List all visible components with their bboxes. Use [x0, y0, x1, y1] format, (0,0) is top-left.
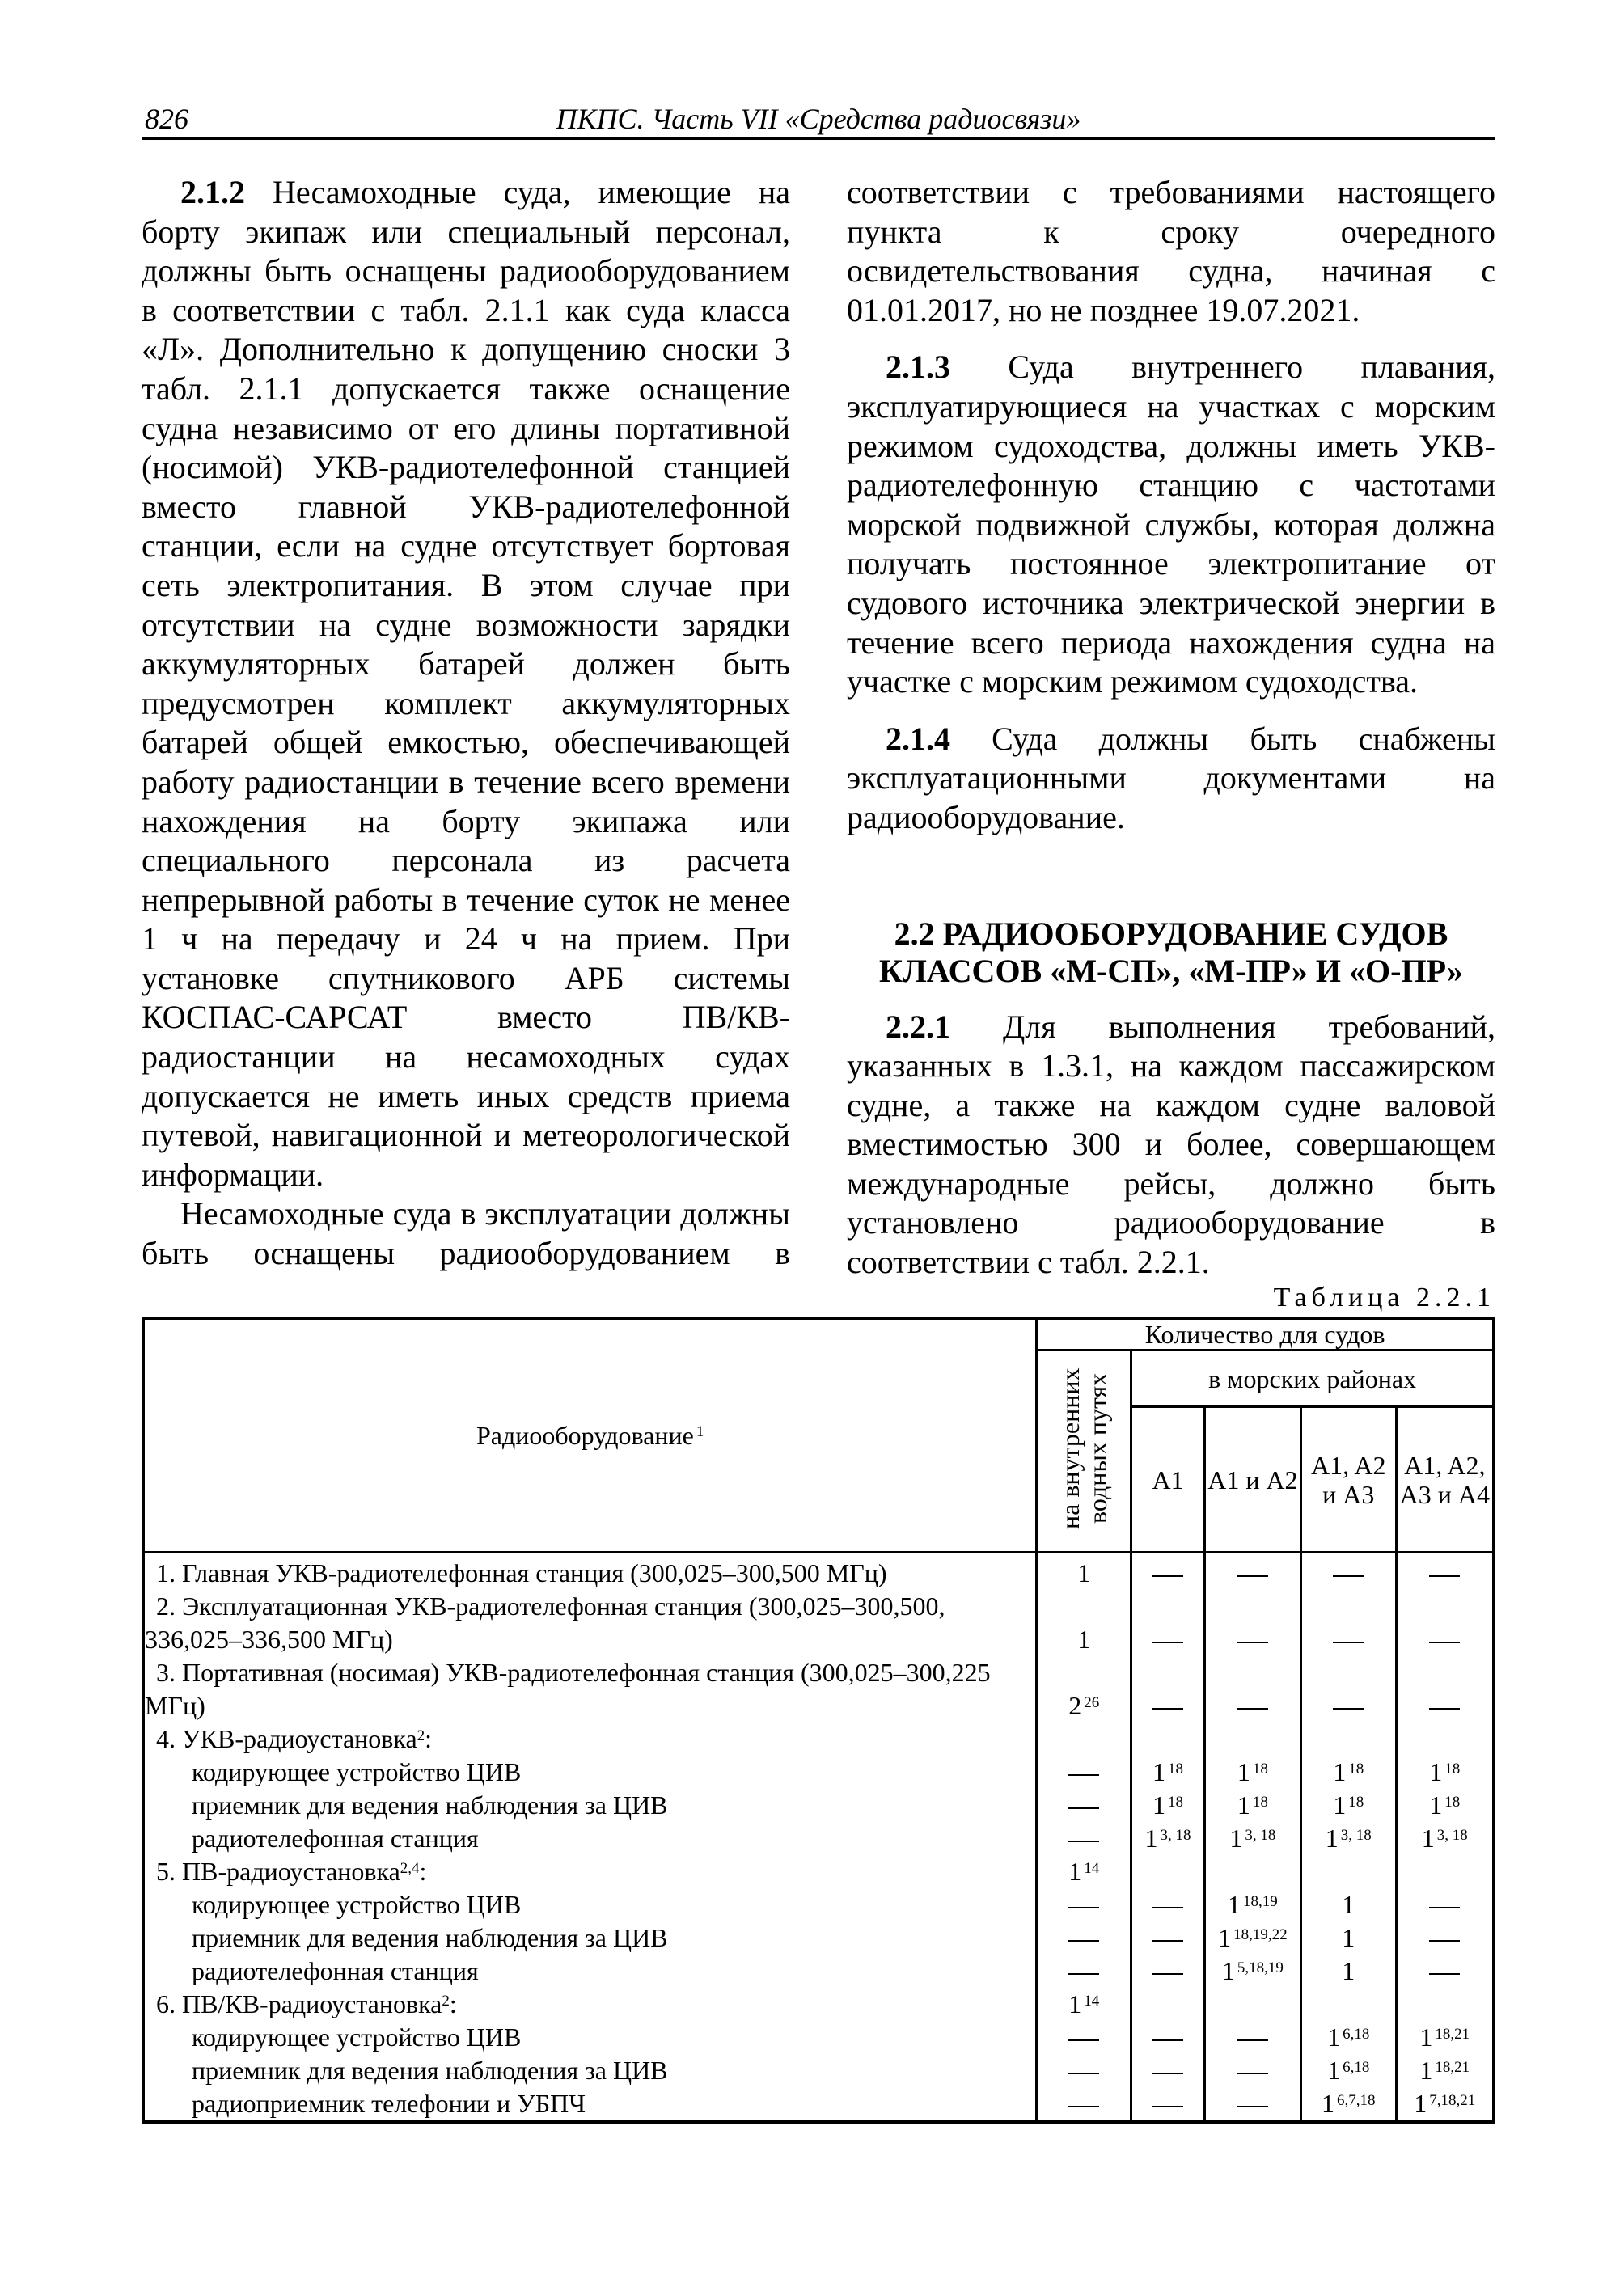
quantity-cell: [1396, 1955, 1494, 1988]
quantity-cell: [1300, 2021, 1396, 2054]
quantity-cell: [1131, 1722, 1205, 1756]
footnote-ref: 7,18,21: [1429, 2092, 1476, 2109]
dash-mark: [1429, 1973, 1460, 1975]
quantity-value: 1: [1419, 2023, 1433, 2052]
dash-mark: [1068, 1907, 1099, 1908]
footnote-ref: 6,18: [1343, 2026, 1370, 2043]
quantity-cell: [1131, 1955, 1205, 1988]
table-row: [143, 1656, 1494, 1722]
quantity-cell: [1396, 1921, 1494, 1955]
quantity-value: 1: [1229, 1824, 1243, 1853]
quantity-value: 1: [1228, 1890, 1241, 1919]
quantity-cell: [1037, 1553, 1131, 1591]
dash-mark: [1237, 1575, 1268, 1577]
label-suffix: :: [449, 1989, 457, 2018]
radio-equipment-table: [142, 1317, 1495, 2124]
equipment-label: 6. ПВ/КВ-радиоустановка: [156, 1989, 442, 2018]
equipment-name: [143, 1988, 1037, 2021]
quantity-value: 1: [1342, 1956, 1355, 1985]
footnote-ref: 18: [1444, 1761, 1461, 1777]
quantity-cell: [1396, 1553, 1494, 1591]
equipment-label: радиотелефонная станция: [192, 1956, 479, 1985]
body-text: [142, 173, 1495, 1289]
quantity-cell: [1204, 2021, 1300, 2054]
header-label: Радиооборудование: [476, 1421, 694, 1450]
equipment-label: 4. УКВ-радиоустановка: [156, 1724, 417, 1753]
quantity-cell: [1131, 1888, 1205, 1921]
quantity-cell: [1396, 1855, 1494, 1888]
dash-mark: [1152, 1642, 1183, 1643]
clause-number: 2.1.2: [180, 174, 245, 210]
header-area-a1-a3: A1, A2 и A3: [1300, 1407, 1396, 1553]
footnote-ref: 6,7,18: [1336, 2092, 1376, 2109]
equipment-name: [143, 2087, 1037, 2122]
quantity-cell: [1300, 2087, 1396, 2122]
quantity-cell: [1131, 2054, 1205, 2087]
paragraph-2-1-3: [847, 348, 1495, 701]
quantity-cell: [1037, 1921, 1131, 1955]
quantity-cell: [1037, 1955, 1131, 1988]
quantity-value: 1: [1077, 1558, 1091, 1587]
quantity-value: 1: [1421, 1824, 1435, 1853]
dash-mark: [1068, 2039, 1099, 2041]
quantity-cell: [1300, 2054, 1396, 2087]
quantity-cell: [1131, 1855, 1205, 1888]
quantity-cell: [1396, 1722, 1494, 1756]
quantity-cell: [1300, 1722, 1396, 1756]
quantity-cell: [1037, 2087, 1131, 2122]
dash-mark: [1237, 1708, 1268, 1710]
dash-mark: [1429, 1642, 1460, 1643]
label-suffix: :: [419, 1857, 427, 1886]
dash-mark: [1333, 1575, 1364, 1577]
dash-mark: [1237, 2073, 1268, 2074]
label-suffix: :: [425, 1724, 433, 1753]
dash-mark: [1237, 2106, 1268, 2107]
quantity-cell: [1037, 1855, 1131, 1888]
quantity-cell: [1204, 2087, 1300, 2122]
dash-mark: [1152, 2073, 1183, 2074]
header-label: на внутренних водных путях: [1055, 1367, 1113, 1529]
quantity-cell: [1396, 1789, 1494, 1822]
equipment-name: [143, 1855, 1037, 1888]
quantity-cell: [1037, 2054, 1131, 2087]
quantity-cell: [1037, 1756, 1131, 1789]
table-row: [143, 2087, 1494, 2122]
quantity-cell: [1204, 1553, 1300, 1591]
page-header: [142, 95, 1495, 140]
dash-mark: [1068, 1774, 1099, 1776]
paragraph-2-2-1: [847, 1008, 1495, 1283]
quantity-cell: [1396, 1988, 1494, 2021]
header-area-a1-a4: A1, A2, A3 и A4: [1396, 1407, 1494, 1553]
quantity-cell: [1037, 1822, 1131, 1855]
equipment-label: приемник для ведения наблюдения за ЦИВ: [192, 1790, 668, 1820]
dash-mark: [1237, 2039, 1268, 2041]
table-row: [143, 1855, 1494, 1888]
quantity-value: 1: [1068, 1857, 1082, 1886]
quantity-cell: [1037, 1888, 1131, 1921]
quantity-cell: [1037, 1656, 1131, 1722]
footnote-ref: 18: [1252, 1794, 1268, 1811]
quantity-cell: [1204, 1955, 1300, 1988]
quantity-cell: [1300, 1855, 1396, 1888]
footnote-ref: 18: [1444, 1794, 1461, 1811]
quantity-value: 1: [1429, 1790, 1443, 1820]
page-number: 826: [145, 103, 188, 135]
quantity-cell: [1300, 1756, 1396, 1789]
footnote-ref: 2: [417, 1727, 425, 1744]
paragraph-text: Суда должны быть снабжены эксплуатационными документами на радиооборудование.: [847, 720, 1495, 835]
dash-mark: [1068, 2106, 1099, 2107]
equipment-label: радиоприемник телефонии и УБПЧ: [192, 2089, 586, 2118]
dash-mark: [1068, 1973, 1099, 1975]
footnote-ref: 5,18,19: [1237, 1959, 1284, 1976]
dash-mark: [1333, 1708, 1364, 1710]
paragraph-text: Суда внутреннего плавания, эксплуатирующиеся на участках с морским режимом судоходства, должны иметь УКВ-радиотелефонную станцию с частотами морской подвижной службы, которая должна получать постоянное электропитание от судового источника электрической энергии в течение всего периода нахождения судна на участке с морским режимом судоходства.: [847, 349, 1495, 700]
dash-mark: [1429, 1940, 1460, 1942]
footnote-ref: 18,21: [1435, 2059, 1470, 2076]
quantity-value: 1: [1068, 1989, 1082, 2018]
footnote-ref: 6,18: [1343, 2059, 1370, 2076]
quantity-value: 1: [1333, 1757, 1347, 1786]
quantity-value: 1: [1077, 1625, 1091, 1654]
equipment-label: кодирующее устройство ЦИВ: [192, 1890, 522, 1919]
quantity-value: 1: [1237, 1790, 1250, 1820]
equipment-name: [143, 1553, 1037, 1591]
footnote-ref: 26: [1084, 1694, 1100, 1711]
equipment-name: [143, 1822, 1037, 1855]
quantity-value: 1: [1144, 1824, 1158, 1853]
quantity-cell: [1396, 1656, 1494, 1722]
running-title: ПКПС. Часть VII «Средства радиосвязи»: [556, 103, 1081, 135]
footnote-ref: 3, 18: [1160, 1827, 1191, 1844]
quantity-value: 1: [1327, 2023, 1341, 2052]
dash-mark: [1152, 1940, 1183, 1942]
table-row: [143, 1822, 1494, 1855]
quantity-cell: [1131, 1988, 1205, 2021]
equipment-name: [143, 1888, 1037, 1921]
footnote-ref: 18,21: [1435, 2026, 1470, 2043]
quantity-value: 1: [1237, 1757, 1250, 1786]
equipment-label: 2. Эксплуатационная УКВ-радиотелефонная станция (300,025–300,500, 336,025–336,500 МГц): [145, 1591, 945, 1654]
quantity-cell: [1396, 1822, 1494, 1855]
table-row: [143, 1888, 1494, 1921]
quantity-value: 1: [1333, 1790, 1347, 1820]
footnote-ref: 18: [1168, 1794, 1184, 1811]
clause-number: 2.1.3: [886, 349, 950, 386]
quantity-value: 1: [1325, 1824, 1339, 1853]
dash-mark: [1429, 1575, 1460, 1577]
dash-mark: [1429, 1907, 1460, 1908]
quantity-cell: [1300, 1988, 1396, 2021]
paragraph-text: Для выполнения требований, указанных в 1.3.1, на каждом пассажирском судне, а также на каждом судне валовой вместимостью 300 и более, совершающем международные рейсы, должно быть установлено радиооборудование в соответствии с табл. 2.2.1.: [847, 1008, 1495, 1281]
equipment-name: [143, 1656, 1037, 1722]
quantity-cell: [1300, 1921, 1396, 1955]
footnote-ref: 14: [1084, 1993, 1100, 2010]
footnote-ref: 3, 18: [1436, 1827, 1468, 1844]
quantity-cell: [1204, 1988, 1300, 2021]
clause-number: 2.1.4: [886, 720, 950, 757]
quantity-cell: [1131, 1656, 1205, 1722]
equipment-name: [143, 1789, 1037, 1822]
equipment-name: [143, 1722, 1037, 1756]
footnote-ref: 18,19: [1243, 1893, 1278, 1910]
equipment-label: приемник для ведения наблюдения за ЦИВ: [192, 2056, 668, 2085]
equipment-label: кодирующее устройство ЦИВ: [192, 2023, 522, 2052]
footnote-ref: 2: [442, 1993, 450, 2010]
dash-mark: [1152, 1907, 1183, 1908]
dash-mark: [1237, 1642, 1268, 1643]
quantity-cell: [1300, 1822, 1396, 1855]
table-row: [143, 1921, 1494, 1955]
header-sea-areas: в морских районах: [1131, 1351, 1494, 1407]
quantity-cell: [1204, 1921, 1300, 1955]
quantity-value: 1: [1342, 1923, 1355, 1952]
quantity-value: 1: [1419, 2056, 1433, 2085]
header-area-a1: A1: [1131, 1407, 1205, 1553]
quantity-cell: [1300, 1590, 1396, 1656]
equipment-label: 1. Главная УКВ-радиотелефонная станция (300,025–300,500 МГц): [156, 1558, 887, 1587]
quantity-cell: [1204, 2054, 1300, 2087]
footnote-ref: 2,4: [400, 1860, 420, 1877]
quantity-cell: [1131, 1789, 1205, 1822]
table-row: [143, 1789, 1494, 1822]
dash-mark: [1429, 1708, 1460, 1710]
quantity-cell: [1204, 1756, 1300, 1789]
equipment-label: кодирующее устройство ЦИВ: [192, 1757, 522, 1786]
dash-mark: [1068, 1841, 1099, 1842]
header-equipment: [143, 1318, 1037, 1553]
paragraph-non-self-propelled: Несамоходные суда в эксплуатации должны быть оснащены радиооборудованием в соответствии с требованиями настоящего пункта к сроку очередного освидетельствования судна, начиная с 01.01.2017, но не позднее 19.07.2021.: [142, 174, 1495, 1272]
equipment-name: [143, 2054, 1037, 2087]
quantity-cell: [1204, 1789, 1300, 1822]
quantity-cell: [1131, 1590, 1205, 1656]
footnote-ref: 18,19,22: [1233, 1926, 1288, 1943]
quantity-cell: [1131, 1756, 1205, 1789]
quantity-cell: [1300, 1955, 1396, 1988]
quantity-cell: [1131, 2021, 1205, 2054]
footnote-ref: 18: [1348, 1761, 1364, 1777]
quantity-cell: [1204, 1888, 1300, 1921]
quantity-cell: [1300, 1656, 1396, 1722]
quantity-value: 1: [1414, 2089, 1427, 2118]
header-inland: [1037, 1351, 1131, 1553]
dash-mark: [1152, 1575, 1183, 1577]
table-row: [143, 1590, 1494, 1656]
quantity-cell: [1396, 2054, 1494, 2087]
dash-mark: [1333, 1642, 1364, 1643]
quantity-cell: [1204, 1722, 1300, 1756]
paragraph-2-1-2: [142, 173, 790, 1194]
quantity-cell: [1300, 1789, 1396, 1822]
quantity-cell: [1131, 1921, 1205, 1955]
footnote-ref: 18: [1252, 1761, 1268, 1777]
table-body: [143, 1553, 1494, 2123]
dash-mark: [1068, 1940, 1099, 1942]
quantity-cell: [1396, 2021, 1494, 2054]
quantity-cell: [1204, 1590, 1300, 1656]
paragraph-text: Несамоходные суда, имеющие на борту экипаж или специальный персонал, должны быть оснащены радиооборудованием в соответствии с табл. 2.1.1 как суда класса «Л». Дополнительно к допущению сноски 3 табл. 2.1.1 допускается также оснащение судна независимо от его длины портативной (носимой) УКВ-радиотелефонной станцией вместо главной УКВ-радиотелефонной станции, если на судне отсутствует бортовая сеть электропитания. В этом случае при отсутствии на судне возможности зарядки аккумуляторных батарей должен быть предусмотрен комплект аккумуляторных батарей общей емкостью, обеспечивающей работу радиостанции в течение всего времени нахождения на борту экипажа или специального персонала из расчета непрерывной работы в течение суток не менее 1 ч на передачу и 24 ч на прием. При установке спутникового АРБ системы КОСПАС-САРСАТ вместо ПВ/КВ-радиостанции на несамоходных судах допускается не иметь иных средств приема путевой, навигационной и метеорологической информации.: [142, 174, 790, 1193]
quantity-value: 2: [1068, 1691, 1082, 1720]
quantity-cell: [1204, 1822, 1300, 1855]
table-caption: Таблица 2.2.1: [1273, 1283, 1495, 1312]
dash-mark: [1152, 1973, 1183, 1975]
quantity-cell: [1037, 1722, 1131, 1756]
quantity-value: 1: [1221, 1956, 1235, 1985]
footnote-ref: 14: [1084, 1860, 1100, 1877]
equipment-name: [143, 2021, 1037, 2054]
section-heading: 2.2 РАДИООБОРУДОВАНИЕ СУДОВ КЛАССОВ «М-СП», «М-ПР» И «О-ПР»: [878, 915, 1464, 989]
equipment-name: [143, 1756, 1037, 1789]
footnote-ref: 18: [1348, 1794, 1364, 1811]
quantity-cell: [1131, 1822, 1205, 1855]
table-row: [143, 2054, 1494, 2087]
quantity-value: 1: [1429, 1757, 1443, 1786]
quantity-cell: [1396, 1590, 1494, 1656]
table-row: [143, 1988, 1494, 2021]
equipment-name: [143, 1590, 1037, 1656]
table-row: [143, 2021, 1494, 2054]
quantity-value: 1: [1327, 2056, 1341, 2085]
dash-mark: [1152, 2039, 1183, 2041]
quantity-cell: [1204, 1855, 1300, 1888]
quantity-cell: [1300, 1553, 1396, 1591]
quantity-cell: [1131, 1553, 1205, 1591]
quantity-value: 1: [1152, 1790, 1166, 1820]
table-row: [143, 1756, 1494, 1789]
quantity-cell: [1037, 1988, 1131, 2021]
equipment-name: [143, 1921, 1037, 1955]
quantity-cell: [1204, 1656, 1300, 1722]
equipment-label: приемник для ведения наблюдения за ЦИВ: [192, 1923, 668, 1952]
quantity-value: 1: [1152, 1757, 1166, 1786]
quantity-value: 1: [1218, 1923, 1232, 1952]
equipment-label: радиотелефонная станция: [192, 1824, 479, 1853]
quantity-cell: [1037, 1789, 1131, 1822]
dash-mark: [1068, 2073, 1099, 2074]
table-row: [143, 1553, 1494, 1591]
quantity-value: 1: [1321, 2089, 1334, 2118]
header-quantity: Количество для судов: [1037, 1318, 1494, 1351]
quantity-cell: [1300, 1888, 1396, 1921]
dash-mark: [1152, 2106, 1183, 2107]
footnote-ref: 1: [696, 1423, 704, 1440]
equipment-label: 3. Портативная (носимая) УКВ-радиотелефонная станция (300,025–300,225 МГц): [145, 1658, 991, 1720]
footnote-ref: 3, 18: [1340, 1827, 1372, 1844]
footnote-ref: 18: [1168, 1761, 1184, 1777]
header-area-a1-a2: A1 и A2: [1204, 1407, 1300, 1553]
clause-number: 2.2.1: [886, 1008, 950, 1045]
quantity-cell: [1131, 2087, 1205, 2122]
table-row: [143, 1955, 1494, 1988]
table-row: [143, 1722, 1494, 1756]
quantity-cell: [1037, 2021, 1131, 2054]
dash-mark: [1068, 1807, 1099, 1809]
dash-mark: [1152, 1708, 1183, 1710]
quantity-cell: [1396, 1756, 1494, 1789]
quantity-cell: [1396, 2087, 1494, 2122]
equipment-label: 5. ПВ-радиоустановка: [156, 1857, 400, 1886]
quantity-value: 1: [1342, 1890, 1355, 1919]
footnote-ref: 3, 18: [1245, 1827, 1276, 1844]
quantity-cell: [1037, 1590, 1131, 1656]
paragraph-2-1-4: [847, 720, 1495, 838]
equipment-name: [143, 1955, 1037, 1988]
quantity-cell: [1396, 1888, 1494, 1921]
